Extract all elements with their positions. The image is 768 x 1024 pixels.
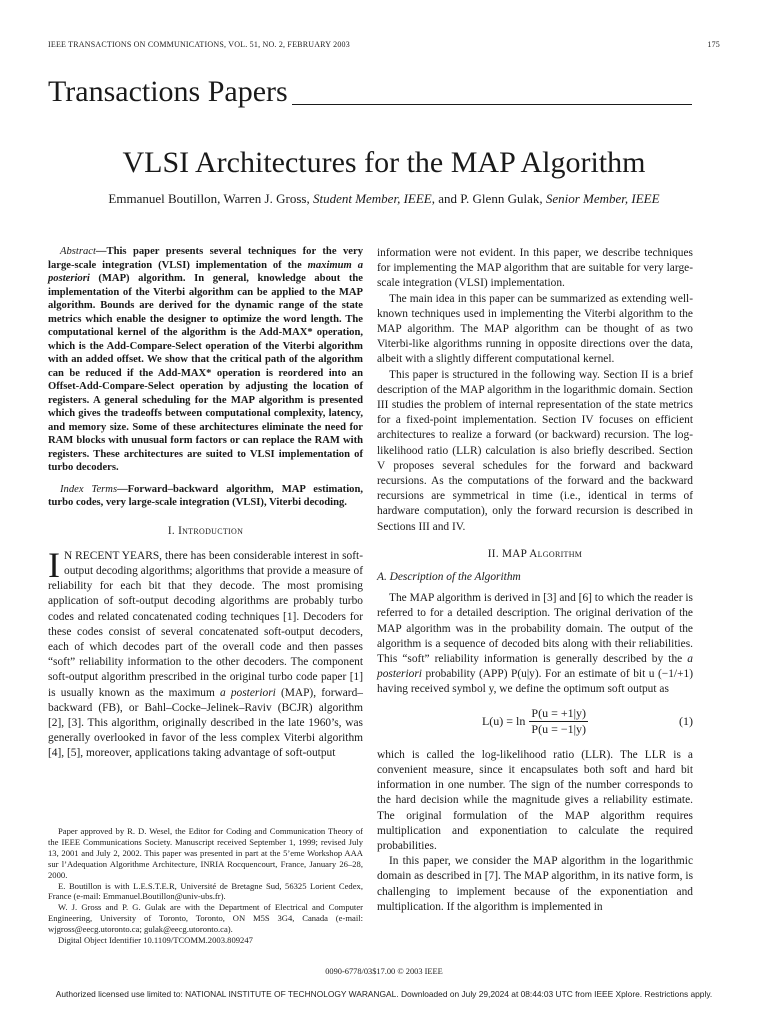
abstract-text-2: (MAP) algorithm. In general, knowledge about the implementation of the Viterbi algorithm can be applied to the MAP algorithm. Bounds are derived for the dynamic range of the state metrics which enable the designer to optimize the word length. The computational kernel of the algorithm is the Add-MAX* operation, which is the Add-Compare-Select operation of the Viterbi algorithm with an added offset. We show that the critical path of the algorithm can be reduced if the Add-MAX* operation is reordered into an Offset-Add-Compare-Select operation by adjusting the location of registers. A general scheduling for the MAP algorithm is presented which gives the tradeoffs between computational complexity, latency, and memory size. Some of these architectures eliminate the need for RAM blocks with unusual form factors or can replace the RAM with registers. These architectures are suited to VLSI implementation of turbo decoders. <box>48 273 363 473</box>
equation-number: (1) <box>679 714 693 729</box>
subsection-heading: A. Description of the Algorithm <box>377 571 521 584</box>
main-idea-paragraph: The main idea in this paper can be summarized as extending well-known techniques used in implementing the Viterbi algorithm to the MAP algorithm. The MAP algorithm can be thought of as two Viterbi-like algorithms running in opposite directions over the data, albeit with a slightly different computational kernel. <box>377 292 693 366</box>
equation-denominator: P(u = −1|y) <box>531 722 587 737</box>
banner-rule <box>292 104 692 105</box>
running-head <box>48 40 720 49</box>
right-column <box>377 246 693 915</box>
abstract-emphasis: maximum a posteriori <box>48 259 363 284</box>
left-column <box>48 245 363 762</box>
continued-paragraph: information were not evident. In this paper, we describe techniques for implementing the MAP algorithm that are suitable for very large-scale integration (VLSI) implementation. <box>377 247 693 290</box>
drop-cap: I <box>48 544 60 585</box>
author-names-2: , and P. Glenn Gulak, <box>431 191 546 206</box>
equation-1 <box>377 702 693 742</box>
map-text-1: The MAP algorithm is derived in [3] and [6] to which the reader is referred to for a detailed description. The original derivation of the MAP algorithm was in the probability domain. The output of the algorithm is a sequence of decoded bits along with their reliabilities. This “soft” reliability information is generally described by the <box>377 592 693 666</box>
footnote-boutillon: E. Boutillon is with L.E.S.T.E.R, Université de Bretagne Sud, 56325 Lorient Cedex, France (e-mail: Emmanuel.Boutillon@univ-ubs.fr). <box>48 880 363 902</box>
log-domain-paragraph: In this paper, we consider the MAP algorithm in the logarithmic domain as described in [7]. The MAP algorithm, in its native form, is challenging to implement because of the exponentiation and multiplication. If the algorithm is implemented in <box>377 855 693 913</box>
abstract-label: Abstract <box>60 246 96 257</box>
section-banner <box>48 74 692 110</box>
author-line <box>48 190 720 208</box>
author-role-2: Senior Member, IEEE <box>545 191 660 206</box>
equation-numerator: P(u = +1|y) <box>529 706 588 722</box>
intro-emphasis: a posteriori <box>220 686 276 699</box>
map-description-paragraph <box>377 591 693 697</box>
page-number: 175 <box>707 40 720 49</box>
index-terms-label: Index Terms <box>60 483 118 495</box>
footnotes <box>48 826 363 946</box>
paper-title: VLSI Architectures for the MAP Algorithm <box>122 146 646 179</box>
equation-lhs: L(u) = ln <box>481 714 526 729</box>
structure-paragraph: This paper is structured in the following way. Section II is a brief description of the MAP algorithm in the logarithmic domain. Section III studies the problem of internal representation of the state metrics for a fixed-point implementation. Section IV focuses on efficient architectures to realize a forward (or backward) recursion. The log-likelihood ratio (LLR) calculation is also briefly described. Section V proposes several schedules for the forward and backward recursions. As the computations of the forward and the backward recursions are symmetrical in time (i.e., identical in terms of hardware computation), only the forward recursion is described in Sections III and IV. <box>377 368 693 533</box>
index-terms-text: —Forward–backward algorithm, MAP estimation, turbo codes, very large-scale integration (VLSI), Viterbi decoding. <box>48 483 363 508</box>
index-terms <box>48 483 363 510</box>
abstract <box>48 245 363 475</box>
abstract-text-1: —This paper presents several techniques for the very large-scale integration (VLSI) implementation of the <box>48 246 363 271</box>
map-emphasis: a posteriori <box>377 653 693 681</box>
introduction-paragraph <box>48 544 363 762</box>
license-notice: Authorized licensed use limited to: NATIONAL INSTITUTE OF TECHNOLOGY WARANGAL. Downloaded on July 29,2024 at 08:44:03 UTC from IEEE Xplore. Restrictions apply. <box>55 989 713 999</box>
footnote-doi: Digital Object Identifier 10.1109/TCOMM.2003.809247 <box>58 935 253 946</box>
banner-title: Transactions Papers <box>48 75 288 108</box>
section-heading-map-algorithm <box>377 547 693 562</box>
equation-fraction <box>529 706 588 737</box>
map-text-2: probability (APP) P(u|y). For an estimate of bit u (−1/+1) having received symbol y, we define the optimum soft output as <box>377 668 693 696</box>
author-names-1: Emmanuel Boutillon, Warren J. Gross, <box>108 191 313 206</box>
llr-paragraph: which is called the log-likelihood ratio (LLR). The LLR is a convenient measure, since it encapsulates both soft and hard bit information in one number. The sign of the number corresponds to the hard decision while the magnitude gives a reliability estimate. The original formulation of the MAP algorithm requires multiplication and exponentiation to calculate the required probabilities. <box>377 748 693 852</box>
section-1-numeral: I. <box>167 524 179 537</box>
footnote-editor: Paper approved by R. D. Wesel, the Editor for Coding and Communication Theory of the IEEE Communications Society. Manuscript received September 1, 1999; revised July 13, 2001 and July 2, 2002. This paper was presented in part at the 5’eme Workshop AAA sur l’Adequation Algorithme Architecture, INRIA Rocquencourt, France, January 26–28, 2000. <box>48 826 363 880</box>
author-role-1: Student Member, IEEE <box>312 191 432 206</box>
section-1-title: Introduction <box>178 524 244 537</box>
section-2-title: MAP Algorithm <box>502 547 583 560</box>
intro-text-2: (MAP), forward–backward (FB), or Bahl–Cocke–Jelinek–Raviv (BCJR) algorithm [2], [3]. This algorithm, originally described in the late 1960’s, was generally overlooked in favor of the less complex Viterbi algorithm [4], [5], moreover, applications taking advantage of soft-output <box>48 686 363 760</box>
footnote-gross-gulak: W. J. Gross and P. G. Gulak are with the Department of Electrical and Computer Engineering, University of Toronto, Toronto, ON M5S 3G4, Canada (e-mail: wjgross@eecg.utoronto.ca; gulak@eecg.utoronto.ca). <box>48 902 363 935</box>
copyright-line: 0090-6778/03$17.00 © 2003 IEEE <box>325 967 443 976</box>
section-heading-introduction <box>48 524 363 539</box>
intro-text-1: N RECENT YEARS, there has been considerable interest in soft-output decoding algorithms; algorithms that provide a measure of reliability for each bit that they decode. The most promising application of soft-output decoding algorithms are probably turbo codes and related concatenated coding techniques [1]. Decoders for these codes consist of several concatenated soft-output decoders, each of which decodes part of the overall code and then passes “soft” reliability information to the other decoders. The component soft-output algorithm prescribed in the original turbo code paper [1] is usually known as the maximum <box>48 549 363 699</box>
section-2-numeral: II. <box>487 547 503 560</box>
journal-name: IEEE TRANSACTIONS ON COMMUNICATIONS, VOL. 51, NO. 2, FEBRUARY 2003 <box>48 40 350 49</box>
